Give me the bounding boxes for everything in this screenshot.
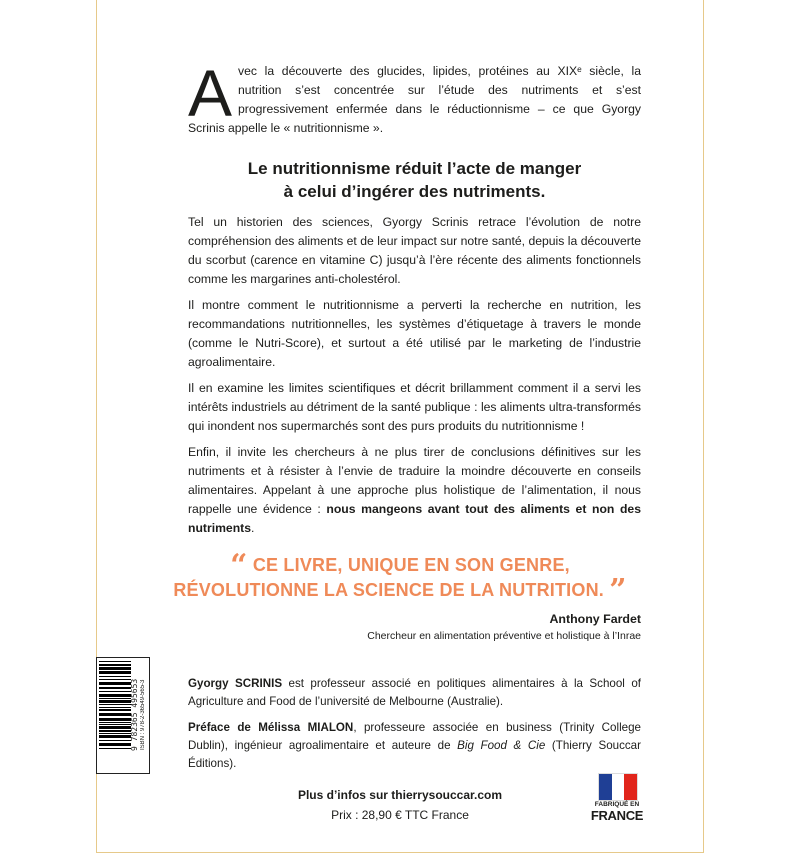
barcode-bars bbox=[97, 658, 131, 773]
barcode-bar bbox=[99, 676, 131, 677]
flag-stripe-white bbox=[612, 774, 625, 800]
barcode-bar bbox=[99, 704, 131, 705]
barcode-bar bbox=[99, 687, 131, 689]
preface-book-title: Big Food & Cie bbox=[457, 739, 546, 752]
headline-line-1: Le nutritionnisme réduit l’acte de manger bbox=[247, 159, 582, 178]
author-bio bbox=[188, 675, 641, 711]
author-bio-name: Gyorgy SCRINIS bbox=[188, 677, 283, 690]
website-info: Plus d’infos sur thierrysouccar.com bbox=[297, 788, 503, 802]
price-info: Prix : 28,90 € TTC France bbox=[331, 808, 469, 822]
pull-quote-text-1: CE LIVRE, UNIQUE EN SON GENRE, bbox=[252, 555, 570, 575]
pull-quote-text-2: RÉVOLUTIONNE LA SCIENCE DE LA NUTRITION. bbox=[173, 580, 604, 600]
intro-paragraph bbox=[188, 56, 641, 138]
france-flag-icon bbox=[598, 773, 638, 801]
barcode-bar bbox=[99, 661, 131, 662]
barcode-bar bbox=[99, 679, 131, 680]
open-quote-mark: “ bbox=[230, 548, 248, 583]
quote-author-role: Chercheur en alimentation préventive et holistique à l’Inrae bbox=[367, 630, 641, 642]
flag-stripe-red bbox=[624, 774, 637, 800]
close-quote-mark: ” bbox=[609, 573, 627, 608]
barcode-bar bbox=[99, 740, 131, 741]
preface-bio-name: Préface de Mélissa MIALON bbox=[188, 721, 354, 734]
paragraph-2: Il montre comment le nutritionnisme a perverti la recherche en nutrition, les recommandations nutritionnelles, les systèmes d’étiquetage à travers le monde (comme le Nutri-Score), et surtout a été utilisé par le marketing de l’industrie agroalimentaire. bbox=[188, 298, 641, 369]
paragraph-4-start: Enfin, il invite les chercheurs à ne plus tirer de conclusions définitives sur les nutriments et à résister à l’envie de traduire la moindre découverte en conseils alimentaires. Appelant à une approche plus holistique de l’alimentation, il nous rappelle une évidence : bbox=[188, 445, 641, 516]
paragraph-3: Il en examine les limites scientifiques et décrit brillamment comment il a servi les intérêts industriels au détriment de la santé publique : les aliments ultra-transformés qui inondent nos supermarchés sont des purs produits du nutritionnisme ! bbox=[188, 381, 641, 433]
barcode-bar bbox=[99, 730, 131, 732]
pull-quote-line-2 bbox=[150, 573, 650, 608]
barcode-bar bbox=[99, 694, 131, 697]
preface-bio-text-1: , professeure associée en business (Trinity College Dublin), ingénieur agroalimentaire et auteure de bbox=[188, 721, 641, 752]
barcode-bar bbox=[99, 707, 131, 708]
barcode-bar bbox=[99, 724, 131, 725]
paragraph-1: Tel un historien des sciences, Gyorgy Scrinis retrace l’évolution de notre compréhension des aliments et de leur impact sur notre santé, depuis la découverte du scorbut (carence en vitamine C) jusqu’à l’ère récente des aliments fonctionnels comme les margarines anti-cholestérol. bbox=[188, 215, 641, 286]
author-bio-text: est professeur associé en politiques alimentaires à la School of Agriculture and Food de l’université de Melbourne (Australie). bbox=[188, 677, 641, 708]
barcode-bar bbox=[99, 667, 131, 670]
barcode-bar bbox=[99, 664, 131, 666]
barcode-bar bbox=[99, 713, 131, 716]
made-in-label: FABRIQUÉ EN bbox=[594, 801, 640, 808]
barcode-bar bbox=[99, 735, 131, 738]
pull-quote-line-1 bbox=[150, 548, 650, 583]
headline bbox=[188, 157, 641, 203]
isbn-barcode bbox=[96, 657, 150, 774]
headline-line-2: à celui d’ingérer des nutriments. bbox=[283, 182, 546, 201]
barcode-digits: 9 782365 495653 bbox=[130, 678, 139, 751]
barcode-bar bbox=[99, 733, 131, 734]
barcode-bar bbox=[99, 722, 131, 723]
preface-bio bbox=[188, 719, 641, 773]
intro-text: vec la découverte des glucides, lipides, protéines au XIXᵉ siècle, la nutrition s’est concentrée sur l’étude des nutriments et s’est progressivement enfermée dans le réductionnisme – ce que Gyorgy Scrinis appelle le « nutritionnisme ». bbox=[188, 64, 641, 135]
barcode-bar bbox=[99, 700, 131, 703]
pull-quote bbox=[150, 548, 650, 608]
barcode-bar bbox=[99, 718, 131, 721]
isbn-number: ISBN : 978-2-36549-565-3 bbox=[140, 679, 146, 750]
barcode-bar bbox=[99, 682, 131, 685]
barcode-bar bbox=[99, 709, 131, 711]
made-in-country: FRANCE bbox=[590, 808, 644, 823]
barcode-bar bbox=[99, 748, 131, 749]
barcode-bar bbox=[99, 671, 131, 674]
barcode-bar bbox=[99, 691, 131, 692]
flag-stripe-blue bbox=[599, 774, 612, 800]
barcode-bar bbox=[99, 726, 131, 729]
preface-bio-text-2: (Thierry Souccar Éditions). bbox=[188, 739, 641, 770]
drop-cap: A bbox=[188, 56, 233, 130]
barcode-bar bbox=[99, 743, 131, 746]
paragraph-4-emphasis: nous mangeons avant tout des aliments et non des nutriments bbox=[188, 502, 641, 535]
paragraph-4 bbox=[188, 443, 641, 538]
paragraph-4-end: . bbox=[250, 521, 255, 535]
quote-author: Anthony Fardet bbox=[549, 612, 641, 626]
barcode-bar bbox=[99, 698, 131, 699]
